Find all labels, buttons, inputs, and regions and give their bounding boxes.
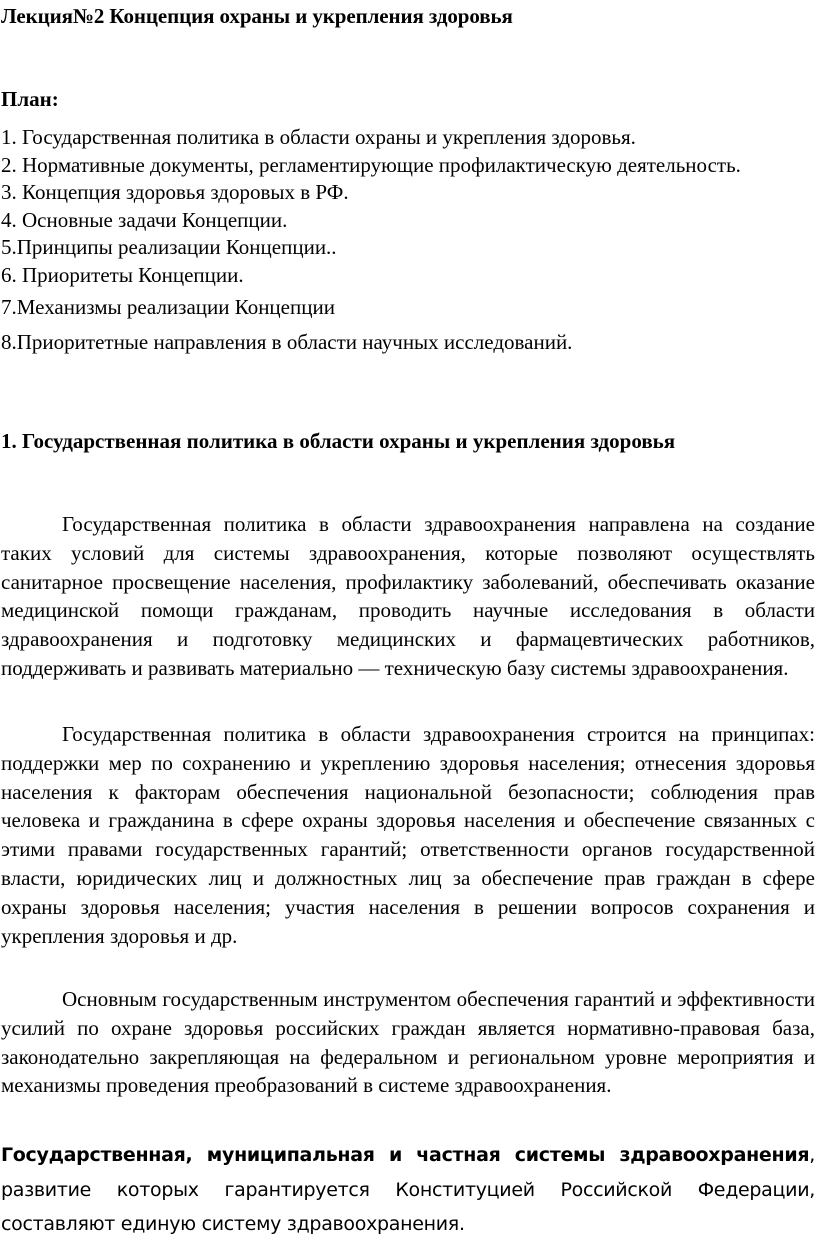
- plan-item: 6. Приоритеты Концепции.: [1, 262, 244, 287]
- final-paragraph-bold: Государственная, муниципальная и частная системы здравоохранения: [1, 1144, 810, 1166]
- plan-item: 4. Основные задачи Концепции.: [1, 207, 288, 232]
- lecture-title: Лекция№2 Концепция охраны и укрепления здоровья: [1, 4, 513, 28]
- body-paragraph: Государственная политика в области здравоохранения направлена на создание таких условий для системы здравоохранения, которые позволяют осуществлять санитарное просвещение населения, профилактику заболеваний, обеспечивать оказание медицинской помощи гражданам, проводить научные исследования в области здравоохранения и подготовку медицинских и фармацевтических работников, поддерживать и развивать материально — техническую базу системы здравоохранения.: [1, 512, 815, 680]
- final-paragraph-text: , развитие которых гарантируется Конституцией Российской Федерации, составляют единую систему здравоохранения.: [1, 1144, 815, 1235]
- section-heading: 1. Государственная политика в области охраны и укрепления здоровья: [1, 429, 676, 453]
- plan-item: 8.Приоритетные направления в области научных исследований.: [1, 329, 573, 354]
- plan-list: [1, 124, 801, 356]
- body-paragraph: Государственная политика в области здравоохранения строится на принципах: поддержки мер по сохранению и укреплению здоровья населения; отнесения здоровья населения к факторам обеспечения национальной безопасности; соблюдения прав человека и гражданина в сфере охраны здоровья населения и обеспечение связанных с этими правами государственных гарантий; ответственности органов государственной власти, юридических лиц и должностных лиц за обеспечение прав граждан в сфере охраны здоровья населения; участия населения в решении вопросов сохранения и укрепления здоровья и др.: [1, 722, 815, 948]
- plan-item: 2. Нормативные документы, регламентирующие профилактическую деятельность.: [1, 152, 741, 177]
- plan-item: 5.Принципы реализации Концепции..: [1, 235, 337, 259]
- plan-item: 1. Государственная политика в области охраны и укрепления здоровья.: [1, 125, 636, 149]
- body-paragraph: Основным государственным инструментом обеспечения гарантий и эффективности усилий по охране здоровья российских граждан является нормативно-правовая база, законодательно закрепляющая на федеральном и региональном уровне мероприятия и механизмы проведения преобразований в системе здравоохранения.: [1, 987, 815, 1098]
- plan-item: 7.Механизмы реализации Концепции: [1, 295, 335, 319]
- plan-label: План:: [1, 87, 59, 111]
- plan-item: 3. Концепция здоровья здоровых в РФ.: [1, 180, 349, 204]
- final-paragraph: [1, 1138, 815, 1242]
